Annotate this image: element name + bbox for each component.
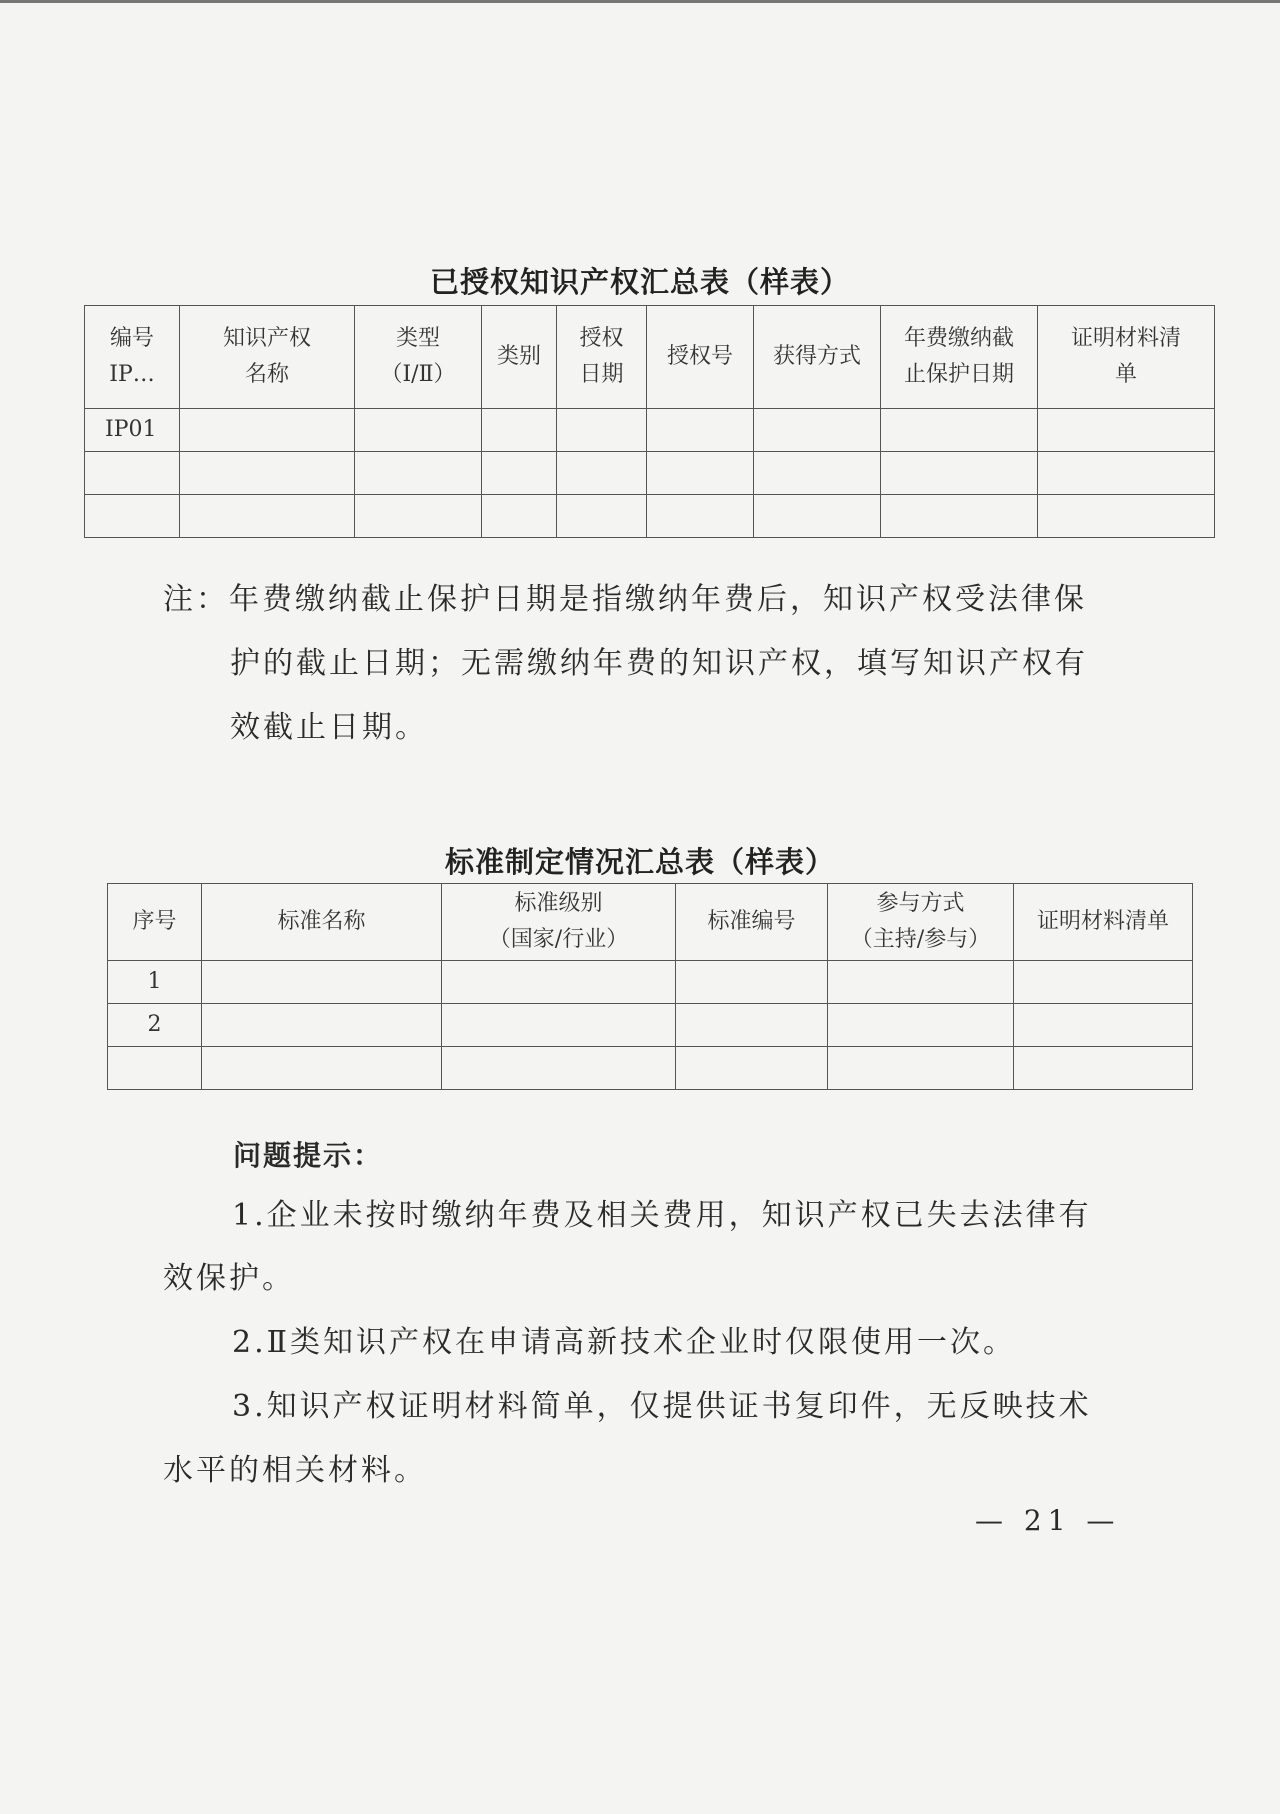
header-cell <box>482 306 557 409</box>
table-cell <box>754 452 881 495</box>
note-line-3: 效截止日期。 <box>230 710 428 745</box>
header-cell-line: 编号 <box>109 326 154 351</box>
table-cell <box>557 452 647 495</box>
table-cell <box>202 1047 442 1090</box>
header-cell-line: 类型 <box>395 326 440 351</box>
header-cell-line: （主持/参与） <box>850 927 991 952</box>
table-cell <box>482 495 557 538</box>
table-cell <box>828 1047 1014 1090</box>
table-cell <box>676 1004 828 1047</box>
scan-top-edge <box>0 0 1280 3</box>
table-cell <box>180 409 355 452</box>
header-cell-line: 标准名称 <box>277 909 366 934</box>
table1-title: 已授权知识产权汇总表（样表） <box>429 265 850 299</box>
header-cell <box>1014 884 1193 961</box>
table-row <box>108 1004 1193 1047</box>
table-cell <box>355 452 482 495</box>
table-cell <box>647 495 754 538</box>
header-cell-line: 标准级别 <box>514 891 603 916</box>
table-cell <box>442 1047 676 1090</box>
table-row <box>85 495 1215 538</box>
header-cell-line: 年费缴纳截 <box>903 326 1014 351</box>
header-cell-line: IP… <box>109 362 155 387</box>
ip-summary-table <box>84 305 1215 538</box>
header-cell-line: 序号 <box>132 909 177 934</box>
table-cell <box>828 1004 1014 1047</box>
table-cell <box>557 409 647 452</box>
page-number: — 21 — <box>975 1504 1121 1537</box>
table-cell <box>202 1004 442 1047</box>
table-cell <box>442 961 676 1004</box>
header-cell <box>881 306 1038 409</box>
tips-heading: 问题提示： <box>233 1139 384 1172</box>
table-cell <box>1038 495 1215 538</box>
table-cell <box>355 409 482 452</box>
tip-line-4: 3.知识产权证明材料简单，仅提供证书复印件，无反映技术 <box>232 1389 1092 1424</box>
header-cell <box>557 306 647 409</box>
table-row <box>85 409 1215 452</box>
table-cell <box>1038 409 1215 452</box>
tip-line-2: 效保护。 <box>163 1261 295 1296</box>
table-cell <box>442 1004 676 1047</box>
header-cell-line: 日期 <box>579 362 624 387</box>
table-cell <box>647 452 754 495</box>
header-cell-line: 授权 <box>579 326 624 351</box>
header-cell <box>202 884 442 961</box>
header-cell-line: 获得方式 <box>772 344 861 369</box>
header-cell-line: 标准编号 <box>707 909 796 934</box>
table-cell <box>180 452 355 495</box>
table-cell <box>202 961 442 1004</box>
header-cell <box>355 306 482 409</box>
header-cell <box>828 884 1014 961</box>
header-cell-line: 证明材料清单 <box>1036 909 1169 934</box>
table-row <box>85 452 1215 495</box>
table-cell <box>482 409 557 452</box>
table-cell <box>1014 1047 1193 1090</box>
table-cell <box>881 409 1038 452</box>
table-row <box>108 961 1193 1004</box>
header-cell-line: 授权号 <box>666 344 733 369</box>
header-cell-line: 参与方式 <box>876 891 965 916</box>
table-cell <box>647 409 754 452</box>
table-cell: IP01 <box>85 409 180 452</box>
table-cell: 2 <box>108 1004 202 1047</box>
header-cell-line: 知识产权 <box>222 326 311 351</box>
header-cell <box>754 306 881 409</box>
table-cell <box>881 495 1038 538</box>
table-cell <box>754 409 881 452</box>
header-cell <box>676 884 828 961</box>
table-cell <box>482 452 557 495</box>
table2-title: 标准制定情况汇总表（样表） <box>444 845 835 879</box>
header-cell <box>180 306 355 409</box>
header-cell <box>442 884 676 961</box>
header-cell-line: 类别 <box>496 344 541 369</box>
header-cell <box>85 306 180 409</box>
note-line-1: 注：年费缴纳截止保护日期是指缴纳年费后，知识产权受法律保 <box>163 582 1087 617</box>
table-cell <box>108 1047 202 1090</box>
table-cell <box>180 495 355 538</box>
standards-summary-table <box>107 883 1193 1090</box>
table-cell <box>754 495 881 538</box>
header-cell-line: 单 <box>1114 362 1137 387</box>
table-cell <box>557 495 647 538</box>
header-cell-line: 证明材料清 <box>1070 326 1181 351</box>
table-cell <box>355 495 482 538</box>
table-cell: 1 <box>108 961 202 1004</box>
tip-line-1: 1.企业未按时缴纳年费及相关费用，知识产权已失去法律有 <box>232 1198 1092 1233</box>
table-cell <box>1038 452 1215 495</box>
header-cell-line: 止保护日期 <box>903 362 1014 387</box>
table-cell <box>85 452 180 495</box>
header-cell <box>647 306 754 409</box>
table-cell <box>1014 961 1193 1004</box>
table-cell <box>828 961 1014 1004</box>
table-cell <box>881 452 1038 495</box>
note-line-2: 护的截止日期；无需缴纳年费的知识产权，填写知识产权有 <box>230 646 1088 681</box>
table-cell <box>676 961 828 1004</box>
header-cell <box>108 884 202 961</box>
header-cell <box>1038 306 1215 409</box>
table-cell <box>85 495 180 538</box>
header-cell-line: 名称 <box>244 362 289 387</box>
header-cell-line: （Ⅰ/Ⅱ） <box>380 362 456 387</box>
table-cell <box>676 1047 828 1090</box>
tip-line-5: 水平的相关材料。 <box>163 1453 427 1488</box>
table-cell <box>1014 1004 1193 1047</box>
header-cell-line: （国家/行业） <box>488 927 629 952</box>
tip-line-3: 2.Ⅱ类知识产权在申请高新技术企业时仅限使用一次。 <box>232 1325 1017 1360</box>
table-row <box>108 1047 1193 1090</box>
